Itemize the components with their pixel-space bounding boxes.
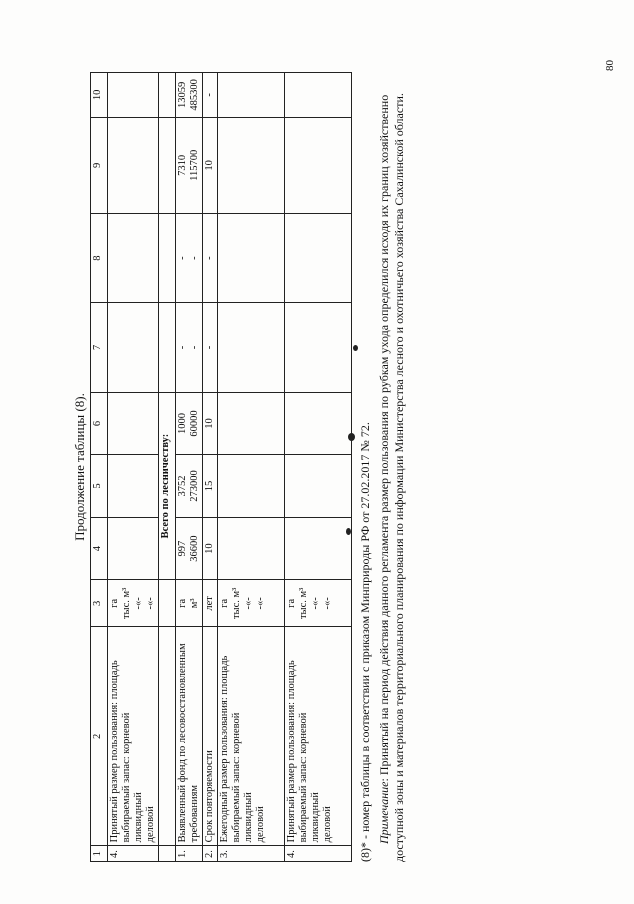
cell-col8: - - xyxy=(176,213,203,302)
cell-col6: 10 xyxy=(203,392,218,455)
row-labels: Выявленный фонд по лесовосстановленным требованиям xyxy=(176,627,203,846)
table-caption: Продолжение таблицы (8). xyxy=(72,393,87,541)
section-title: Всего по лесничеству: xyxy=(159,392,176,580)
scan-speck xyxy=(353,345,358,351)
notes-block xyxy=(358,72,407,862)
table-row xyxy=(285,73,352,862)
table-row xyxy=(176,73,203,862)
cell-col4: 997 36600 xyxy=(176,517,203,580)
col-header: 5 xyxy=(91,455,108,518)
table-row xyxy=(203,73,218,862)
row-labels: Принятый размер пользования: площадь выбираемый запас: корневой ликвидный деловой xyxy=(108,627,159,846)
row-units: лет xyxy=(203,580,218,627)
row-number: 4. xyxy=(108,846,159,862)
col-header: 9 xyxy=(91,117,108,213)
forest-use-table xyxy=(90,72,352,862)
remark-text: : Принятый на период действия данного регламента размер пользования по рубкам ухода определился исходя их границ хозяйственно доступной зоны и материалов территориального планирования по информации Министерства лесного и охотничьего хозяйства Сахалинской области. xyxy=(377,93,406,862)
row-labels: Принятый размер пользования: площадь выбираемый запас: корневой ликвидный деловой xyxy=(285,627,352,846)
rotated-landscape-content xyxy=(70,72,410,862)
row-units: га м³ xyxy=(176,580,203,627)
table-row xyxy=(218,73,285,862)
footnote: (8)* - номер таблицы в соответствии с приказом Минприроды РФ от 27.02.2017 № 72. xyxy=(358,422,372,862)
row-labels: Ежегодный размер пользования: площадь выбираемый запас: корневой ликвидный деловой xyxy=(218,627,285,846)
page-number: 80 xyxy=(604,60,616,71)
cell-col6: 1000 60000 xyxy=(176,392,203,455)
row-units: га тыс. м³ -«- -«- xyxy=(285,580,352,627)
cell-col5: 15 xyxy=(203,455,218,518)
cell-col9: 7310 115700 xyxy=(176,117,203,213)
row-number: 3. xyxy=(218,846,285,862)
row-number: 4. xyxy=(285,846,352,862)
col-header: 8 xyxy=(91,213,108,302)
table-row xyxy=(108,73,159,862)
col-header: 4 xyxy=(91,517,108,580)
col-header: 1 xyxy=(91,846,108,862)
row-number: 2. xyxy=(203,846,218,862)
col-header: 10 xyxy=(91,73,108,118)
scan-speck xyxy=(346,528,351,535)
col-header: 6 xyxy=(91,392,108,455)
column-number-row xyxy=(91,73,108,862)
col-header: 2 xyxy=(91,627,108,846)
scan-speck xyxy=(348,433,355,441)
row-units: га тыс. м³ -«- -«- xyxy=(108,580,159,627)
cell-col4: 10 xyxy=(203,517,218,580)
section-row xyxy=(159,73,176,862)
row-units: га тыс. м³ -«- -«- xyxy=(218,580,285,627)
row-number: 1. xyxy=(176,846,203,862)
col-header: 3 xyxy=(91,580,108,627)
row-labels: Срок повторяемости xyxy=(203,627,218,846)
remark xyxy=(377,72,407,862)
cell-col5: 3752 273000 xyxy=(176,455,203,518)
cell-col9: 10 xyxy=(203,117,218,213)
cell-col7: - - xyxy=(176,303,203,392)
cell-col7: - xyxy=(203,303,218,392)
col-header: 7 xyxy=(91,303,108,392)
remark-label: Примечание xyxy=(377,781,391,844)
cell-col10: 13059 485300 xyxy=(176,73,203,118)
cell-col10: - xyxy=(203,73,218,118)
cell-col8: - xyxy=(203,213,218,302)
